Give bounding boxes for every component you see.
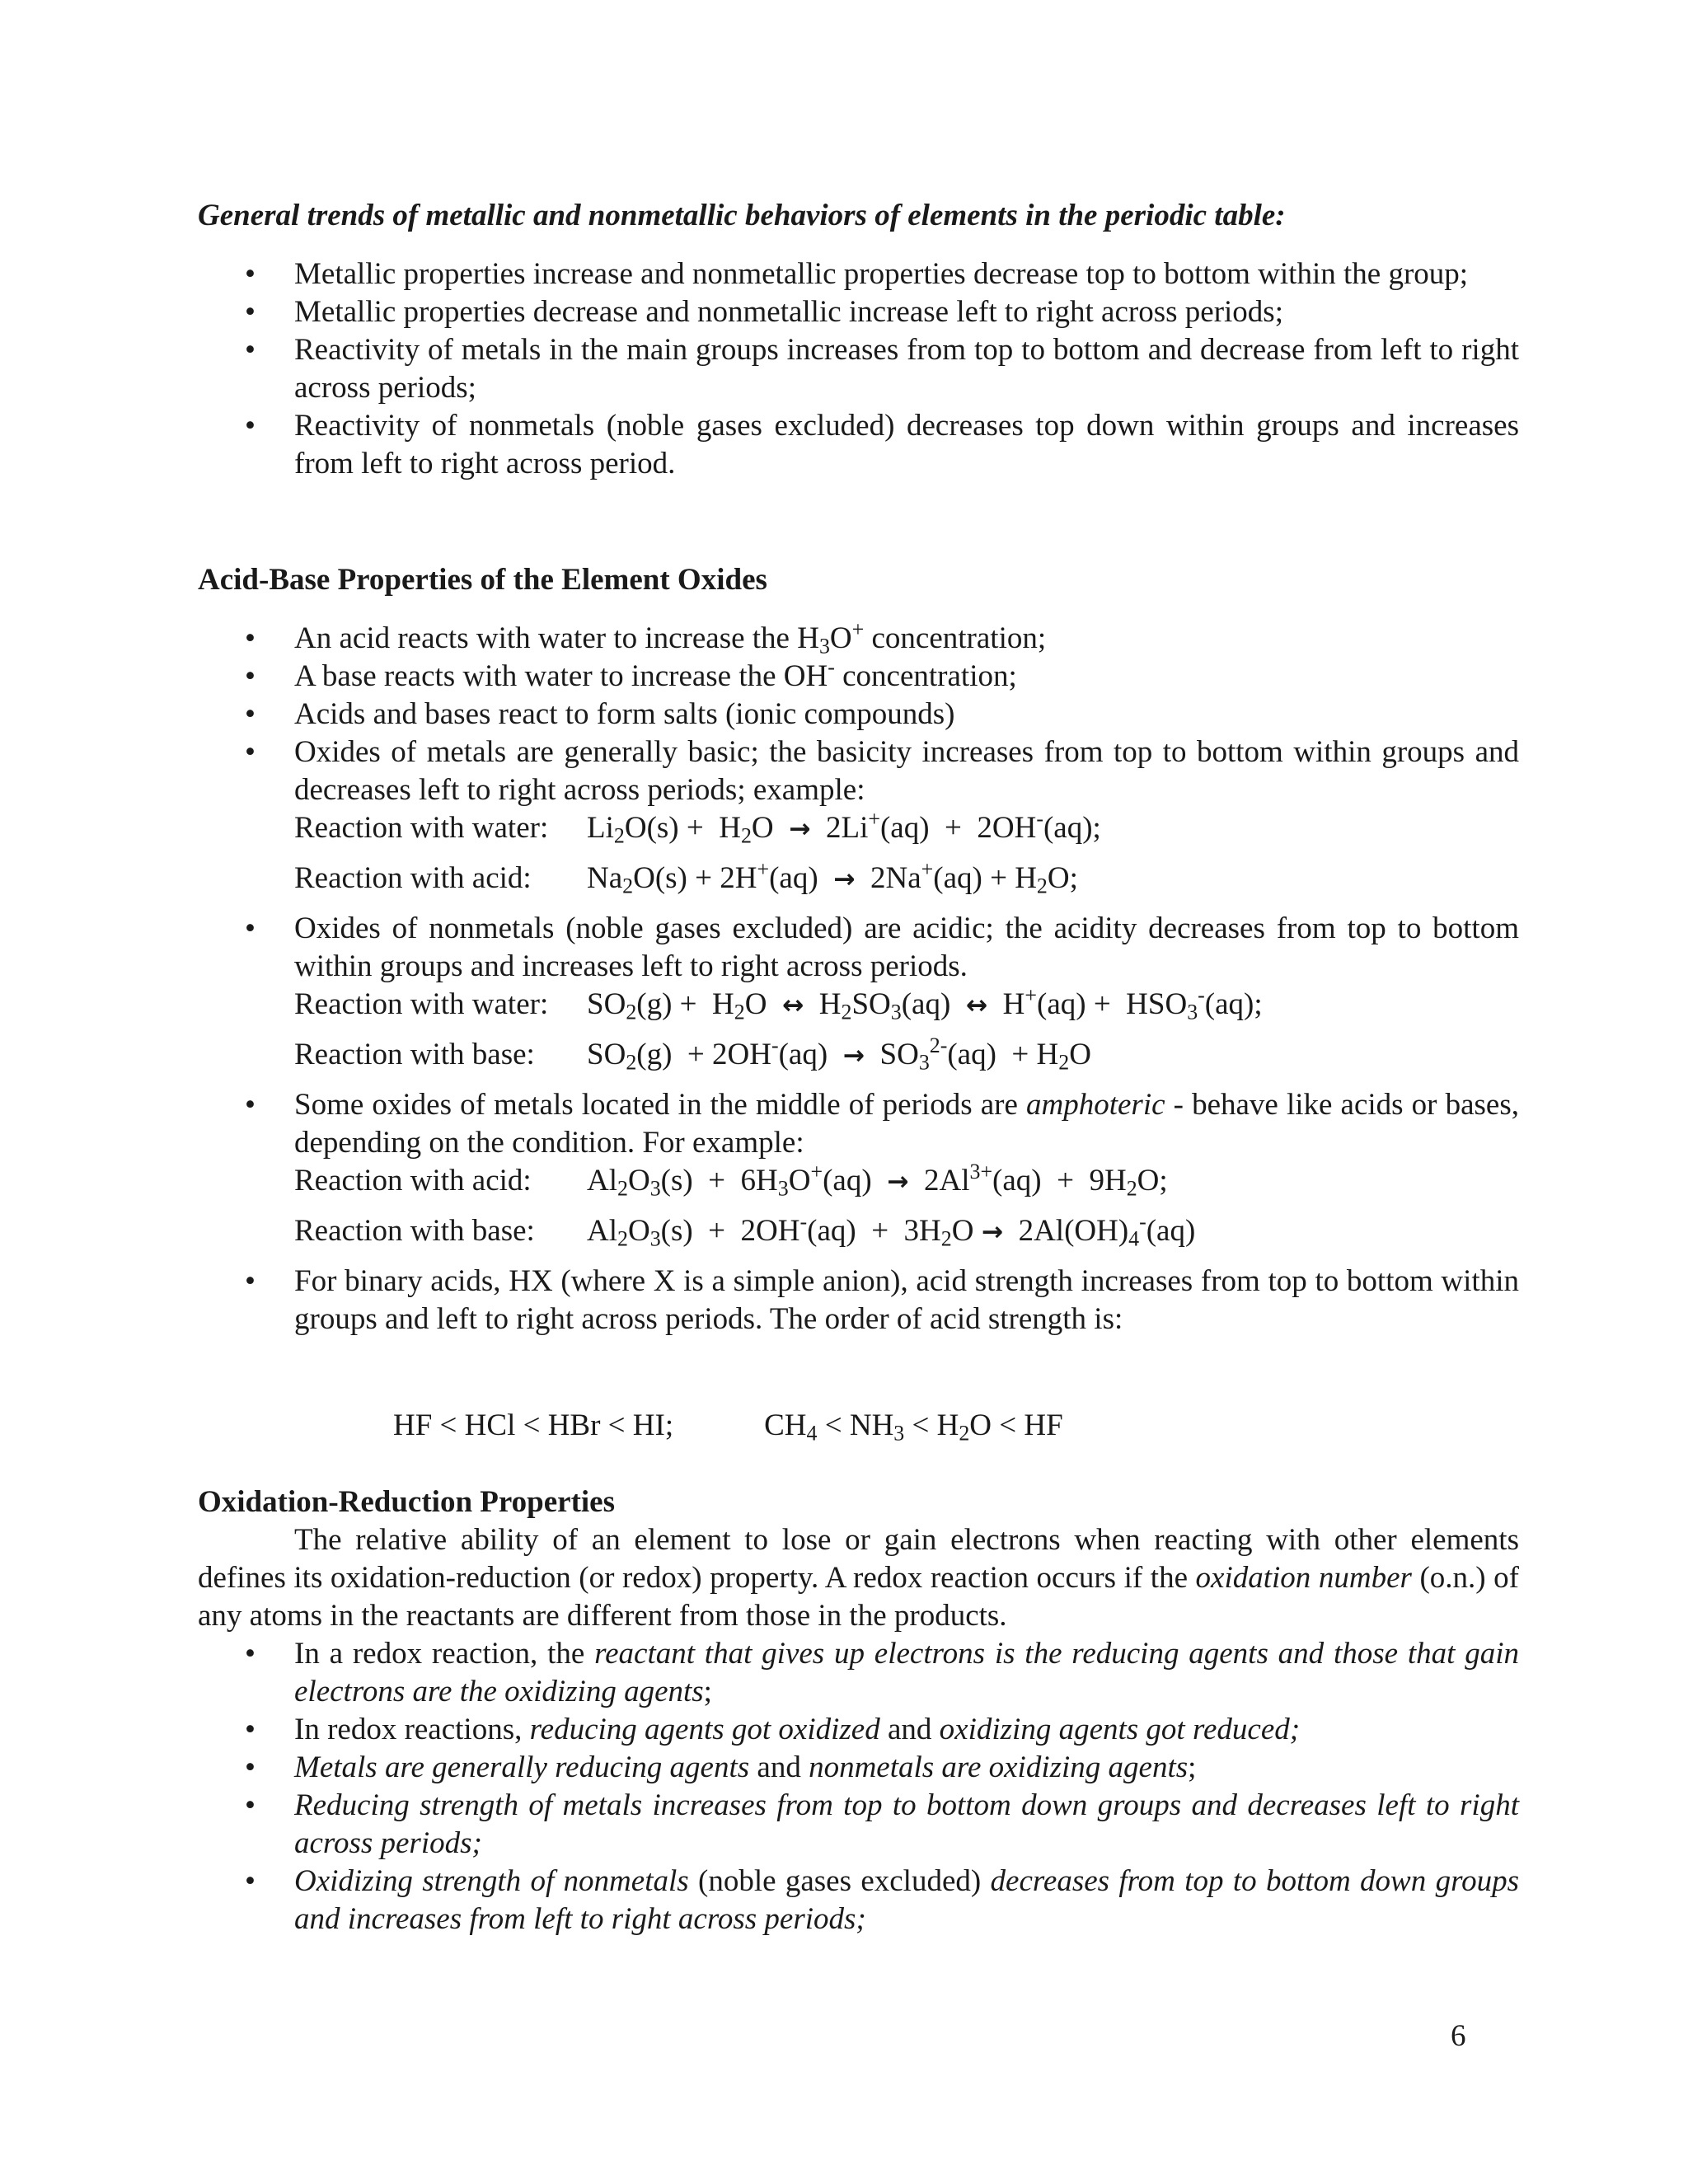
list-item: • Acids and bases react to form salts (ionic compounds): [0, 696, 1688, 733]
list-item: • Oxides of nonmetals (noble gases excluded) are acidic; the acidity decreases from top to bottom within groups and increases left to right across periods. Reaction with water: $SO_2(g) + H_2O$ ↔ $H_2SO_3(aq)$ ↔ $H^+(aq) + HSO_3^-(aq)$; Reaction with base: $SO_2(g) + 2OH^-(aq) \to SO_3^{2-}(aq) + H_2O$: [245, 912, 1519, 1075]
acid-strength-order: HF < HCl < HBr < HI; $CH_4 < NH_3 < H_2O$ < HF: [393, 1408, 1063, 1446]
right-arrow-icon: →: [981, 1217, 1004, 1247]
section-heading-acid-base: Acid-Base Properties of the Element Oxides: [198, 563, 767, 597]
right-arrow-icon: →: [789, 814, 811, 844]
trends-list: [0, 255, 1688, 483]
bullet-icon: •: [245, 621, 256, 655]
list-item: • Some oxides of metals located in the middle of periods are amphoteric - behave like acids or bases, depending on the condition. For example: Reaction with acid: $Al_2O_3(s) + 6H_3O^+(aq) \to 2Al^{3+}(aq) + 9H_2O$; Reaction with base: $Al_2O_3(s) + 2OH^-(aq) + 3H_2O \to 2Al(OH)_4^-(aq)$: [245, 1088, 1520, 1251]
reaction-line: Reaction with acid: $Al_2O_3(s) + 6H_3O^+(aq) \to 2Al^{3+}(aq) + 9H_2O$;: [294, 1159, 1168, 1201]
bullet-icon: •: [245, 1750, 256, 1784]
bullet-icon: •: [245, 295, 256, 329]
list-item: • Metallic properties increase and nonmetallic properties decrease top to bottom within the group;: [0, 255, 1688, 293]
reaction-line: Reaction with acid: $Na_2O(s) + 2H^+(aq) \to 2Na^+(aq) + H_2O$;: [294, 856, 1078, 898]
bullet-icon: •: [245, 912, 256, 945]
reaction-line: Reaction with base: $Al_2O_3(s) + 2OH^-(aq) + 3H_2O \to 2Al(OH)_4^-(aq)$: [294, 1209, 1196, 1251]
list-item: • In redox reactions, reducing agents got oxidized and oxidizing agents got reduced;: [0, 1711, 1688, 1749]
bullet-icon: •: [245, 1713, 256, 1746]
bullet-icon: •: [245, 735, 256, 769]
list-item: • Reducing strength of metals increases from top to bottom down groups and decreases left to right across periods;: [245, 1788, 1519, 1860]
bullet-icon: •: [245, 1864, 256, 1898]
section-heading-redox: Oxidation-Reduction Properties: [198, 1485, 615, 1519]
right-arrow-icon: →: [833, 865, 856, 894]
acid-base-list: [0, 616, 1688, 1338]
section-heading-trends: General trends of metallic and nonmetallic behaviors of elements in the periodic table:: [198, 199, 1286, 232]
list-item: • Oxides of metals are generally basic; the basicity increases from top to bottom within groups and decreases left to right across periods; example: Reaction with water: $Li_2O(s) + H_2O \to 2Li^+(aq) + 2OH^-(aq)$; Reaction with acid: $Na_2O(s) + 2H^+(aq) \to 2Na^+(aq) + H_2O$;: [245, 735, 1519, 898]
bullet-icon: •: [245, 659, 256, 693]
list-item: • Reactivity of nonmetals (noble gases excluded) decreases top down within groups and increases from left to right across period.: [245, 409, 1519, 480]
bullet-icon: •: [245, 697, 256, 731]
right-arrow-icon: →: [887, 1167, 909, 1197]
reaction-line: Reaction with water: $Li_2O(s) + H_2O \to 2Li^+(aq) + 2OH^-(aq)$;: [294, 806, 1101, 848]
bullet-icon: •: [245, 1788, 256, 1822]
list-item: • Metallic properties decrease and nonmetallic increase left to right across periods;: [0, 293, 1688, 331]
list-item: • Oxidizing strength of nonmetals (noble gases excluded) decreases from top to bottom down groups and increases from left to right across periods;: [245, 1864, 1519, 1936]
redox-paragraph: The relative ability of an element to lose or gain electrons when reacting with other elements defines its oxidation-reduction (or redox) property. A redox reaction occurs if the oxidation number (o.n.) of any atoms in the reactants are different from those in the products.: [198, 1523, 1519, 1633]
right-arrow-icon: →: [842, 1041, 865, 1071]
redox-list: [0, 1635, 1688, 1938]
bullet-icon: •: [245, 1264, 256, 1298]
double-arrow-icon: ↔: [781, 991, 804, 1020]
list-item: • Reactivity of metals in the main groups increases from top to bottom and decrease from left to right across periods;: [245, 333, 1519, 405]
page-number: 6: [1451, 2019, 1466, 2053]
list-item: • A base reacts with water to increase the OH- concentration;: [0, 658, 1688, 696]
double-arrow-icon: ↔: [965, 991, 988, 1020]
reaction-line: Reaction with base: $SO_2(g) + 2OH^-(aq) \to SO_3^{2-}(aq) + H_2O$: [294, 1033, 1091, 1075]
bullet-icon: •: [245, 409, 256, 443]
list-item: • In a redox reaction, the reactant that gives up electrons is the reducing agents and those that gain electrons are the oxidizing agents;: [245, 1637, 1519, 1708]
bullet-icon: •: [245, 1637, 256, 1671]
list-item: • An acid reacts with water to increase the $H_3O^+$ concentration;: [245, 616, 1047, 658]
bullet-icon: •: [245, 1088, 256, 1122]
list-item: • For binary acids, HX (where X is a simple anion), acid strength increases from top to bottom within groups and left to right across periods. The order of acid strength is:: [245, 1264, 1519, 1336]
reaction-line: Reaction with water: $SO_2(g) + H_2O$ ↔ $H_2SO_3(aq)$ ↔ $H^+(aq) + HSO_3^-(aq)$;: [294, 982, 1263, 1024]
list-item: • Metals are generally reducing agents and nonmetals are oxidizing agents;: [0, 1749, 1688, 1787]
bullet-icon: •: [245, 257, 256, 291]
bullet-icon: •: [245, 333, 256, 367]
